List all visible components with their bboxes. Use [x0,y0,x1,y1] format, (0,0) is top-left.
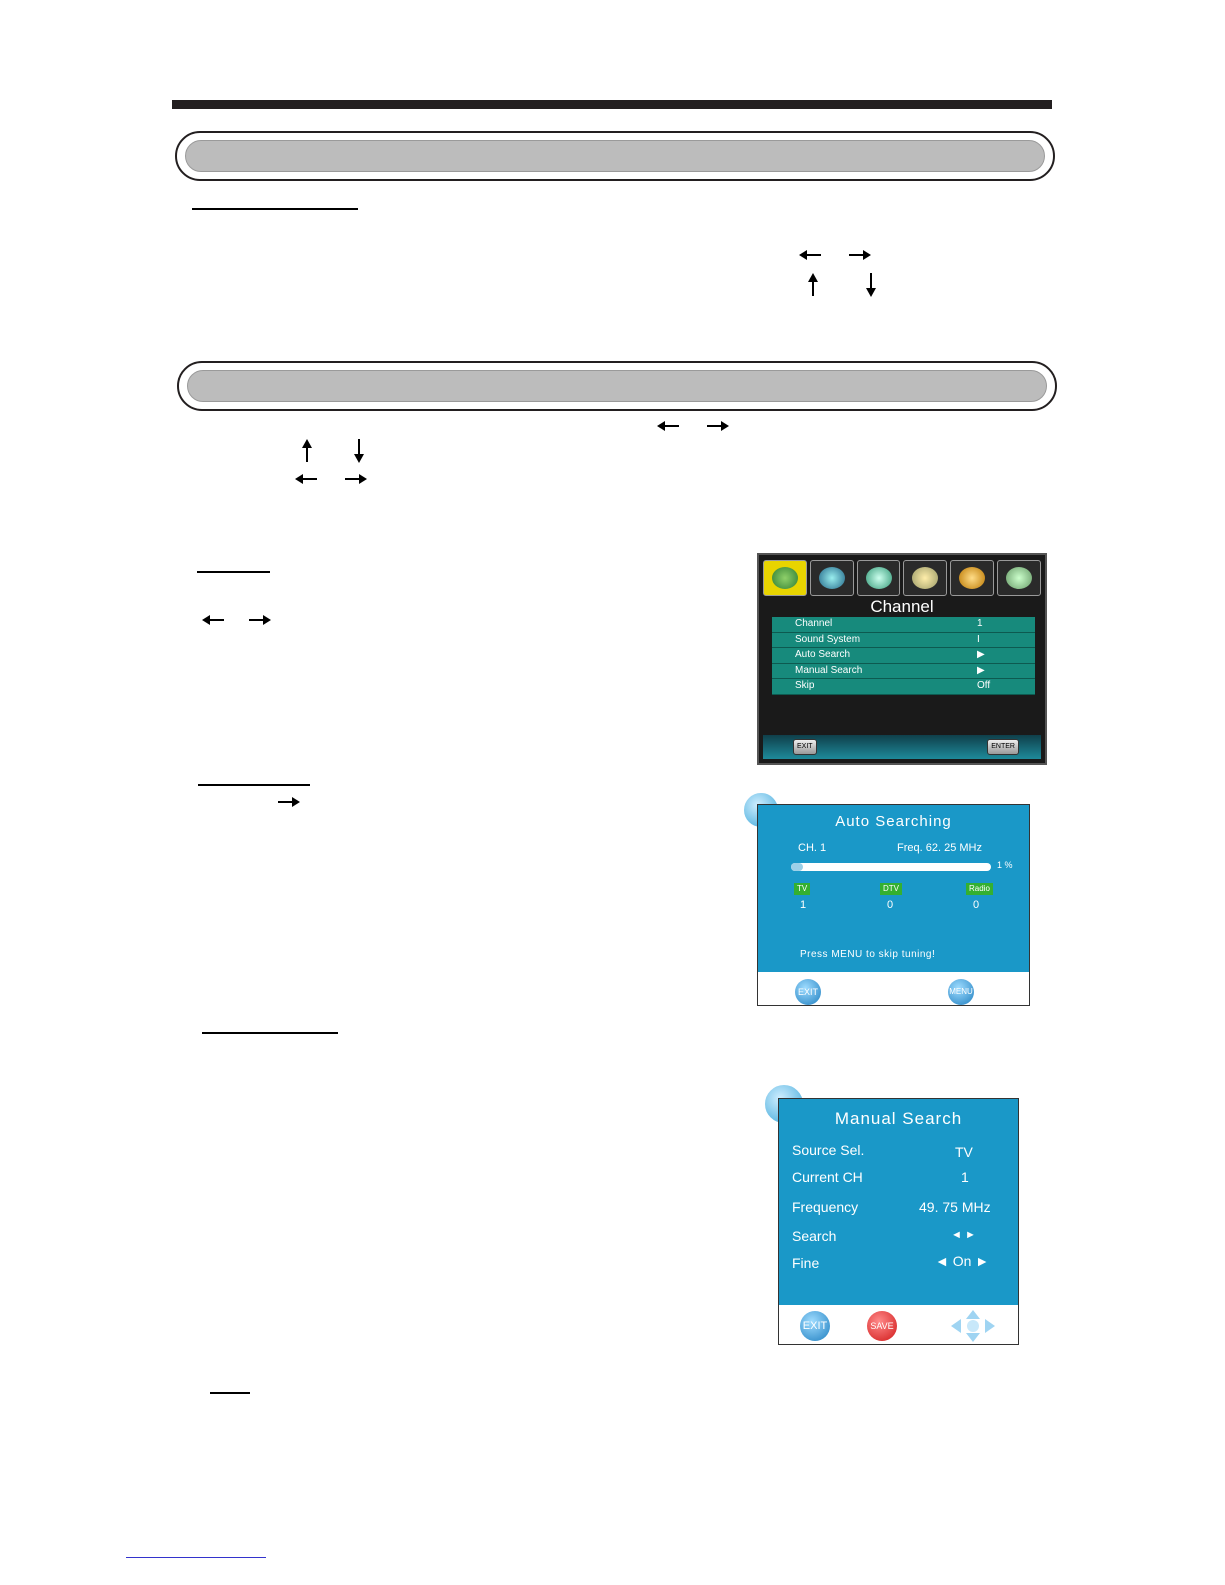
right-arrow-icon [847,242,873,268]
footer-link-underline [126,1557,266,1558]
menu-tabs [763,560,1041,596]
progress-bar [791,863,991,871]
current-channel-label: Current CH [792,1169,863,1185]
subheading-underline-2 [197,571,270,573]
left-arrow-icon [655,413,681,439]
menu-button[interactable]: MENU [948,979,974,1005]
menu-row-label: Sound System [795,633,861,645]
menu-row-value: ▶ [977,649,985,660]
dtv-count: 0 [887,899,894,911]
exit-button[interactable]: EXIT [793,739,817,755]
menu-row-value: Off [977,680,991,691]
tab-channel[interactable] [763,560,807,596]
subheading-underline-1 [192,208,358,210]
radio-tag: Radio [966,883,993,895]
menu-row-value: ▶ [977,664,985,676]
menu-row-value: I [977,633,980,645]
frequency-label: Frequency [792,1199,859,1215]
menu-row-label: Auto Search [795,649,851,660]
right-arrow-icon [705,413,731,439]
exit-button[interactable]: EXIT [795,979,821,1005]
left-arrow-icon [293,466,319,492]
menu-row-manual-search[interactable] [772,664,1035,680]
menu-row-auto-search[interactable] [772,648,1035,664]
channel-readout: CH. 1 [798,842,827,854]
current-channel-value[interactable]: 1 [961,1169,969,1185]
menu-row-label: Manual Search [795,664,863,676]
lock-icon [1006,567,1032,589]
auto-search-body [758,805,1029,972]
camera-icon [819,567,845,589]
frequency-value[interactable]: 49. 75 MHz [919,1199,991,1215]
section-banner-2-fill [187,370,1047,402]
channel-menu-screen [757,553,1047,765]
clock-icon [912,567,938,589]
menu-row-value: 1 [977,618,983,629]
tv-tag: TV [794,883,810,895]
fine-value[interactable]: ◄ On ► [935,1253,990,1269]
tab-time[interactable] [903,560,947,596]
auto-search-screen [757,804,1030,1006]
tab-sound[interactable] [857,560,901,596]
search-arrows[interactable]: ◄ ► [951,1229,976,1241]
save-button[interactable]: SAVE [867,1311,897,1341]
header-rule [172,100,1052,109]
manual-search-title: Manual Search [834,1109,963,1128]
up-arrow-icon [800,272,826,298]
tab-picture[interactable] [810,560,854,596]
search-label: Search [792,1228,837,1244]
menu-rows [772,617,1035,695]
enter-button[interactable]: ENTER [987,739,1019,755]
progress-fill [791,863,803,871]
radio-count: 0 [973,899,980,911]
right-arrow-icon [343,466,369,492]
menu-row-skip[interactable] [772,679,1035,695]
section-banner-2 [177,361,1057,411]
tab-lock[interactable] [997,560,1041,596]
subheading-underline-4 [202,1032,338,1034]
tab-setup[interactable] [950,560,994,596]
menu-row-sound-system[interactable] [772,633,1035,649]
channel-icon [772,567,798,589]
fine-label: Fine [792,1255,820,1271]
gear-icon [959,567,985,589]
progress-percent: 1 % [997,860,1013,870]
manual-search-body [779,1099,1018,1305]
up-arrow-icon [294,438,320,464]
right-arrow-icon [247,607,273,633]
tv-count: 1 [800,899,807,911]
dtv-tag: DTV [880,883,902,895]
section-banner-1 [175,131,1055,181]
music-icon [866,567,892,589]
exit-button[interactable]: EXIT [800,1311,830,1341]
section-banner-1-fill [185,140,1045,172]
down-arrow-icon [346,438,372,464]
navigation-pad-icon[interactable] [949,1309,997,1343]
skip-hint: Press MENU to skip tuning! [800,949,936,960]
source-select-value[interactable]: TV [955,1144,973,1160]
auto-search-title: Auto Searching [835,813,952,830]
left-arrow-icon [200,607,226,633]
subheading-underline-3 [198,784,310,786]
menu-row-label: Channel [795,618,833,629]
left-arrow-icon [797,242,823,268]
source-select-label: Source Sel. [792,1142,865,1158]
menu-title: Channel [870,597,934,616]
menu-footer [763,735,1041,759]
right-arrow-icon [276,789,302,815]
menu-row-channel[interactable] [772,617,1035,633]
frequency-readout: Freq. 62. 25 MHz [897,842,982,854]
subheading-underline-5 [210,1392,250,1394]
manual-search-screen [778,1098,1019,1345]
down-arrow-icon [858,272,884,298]
menu-row-label: Skip [795,680,815,691]
